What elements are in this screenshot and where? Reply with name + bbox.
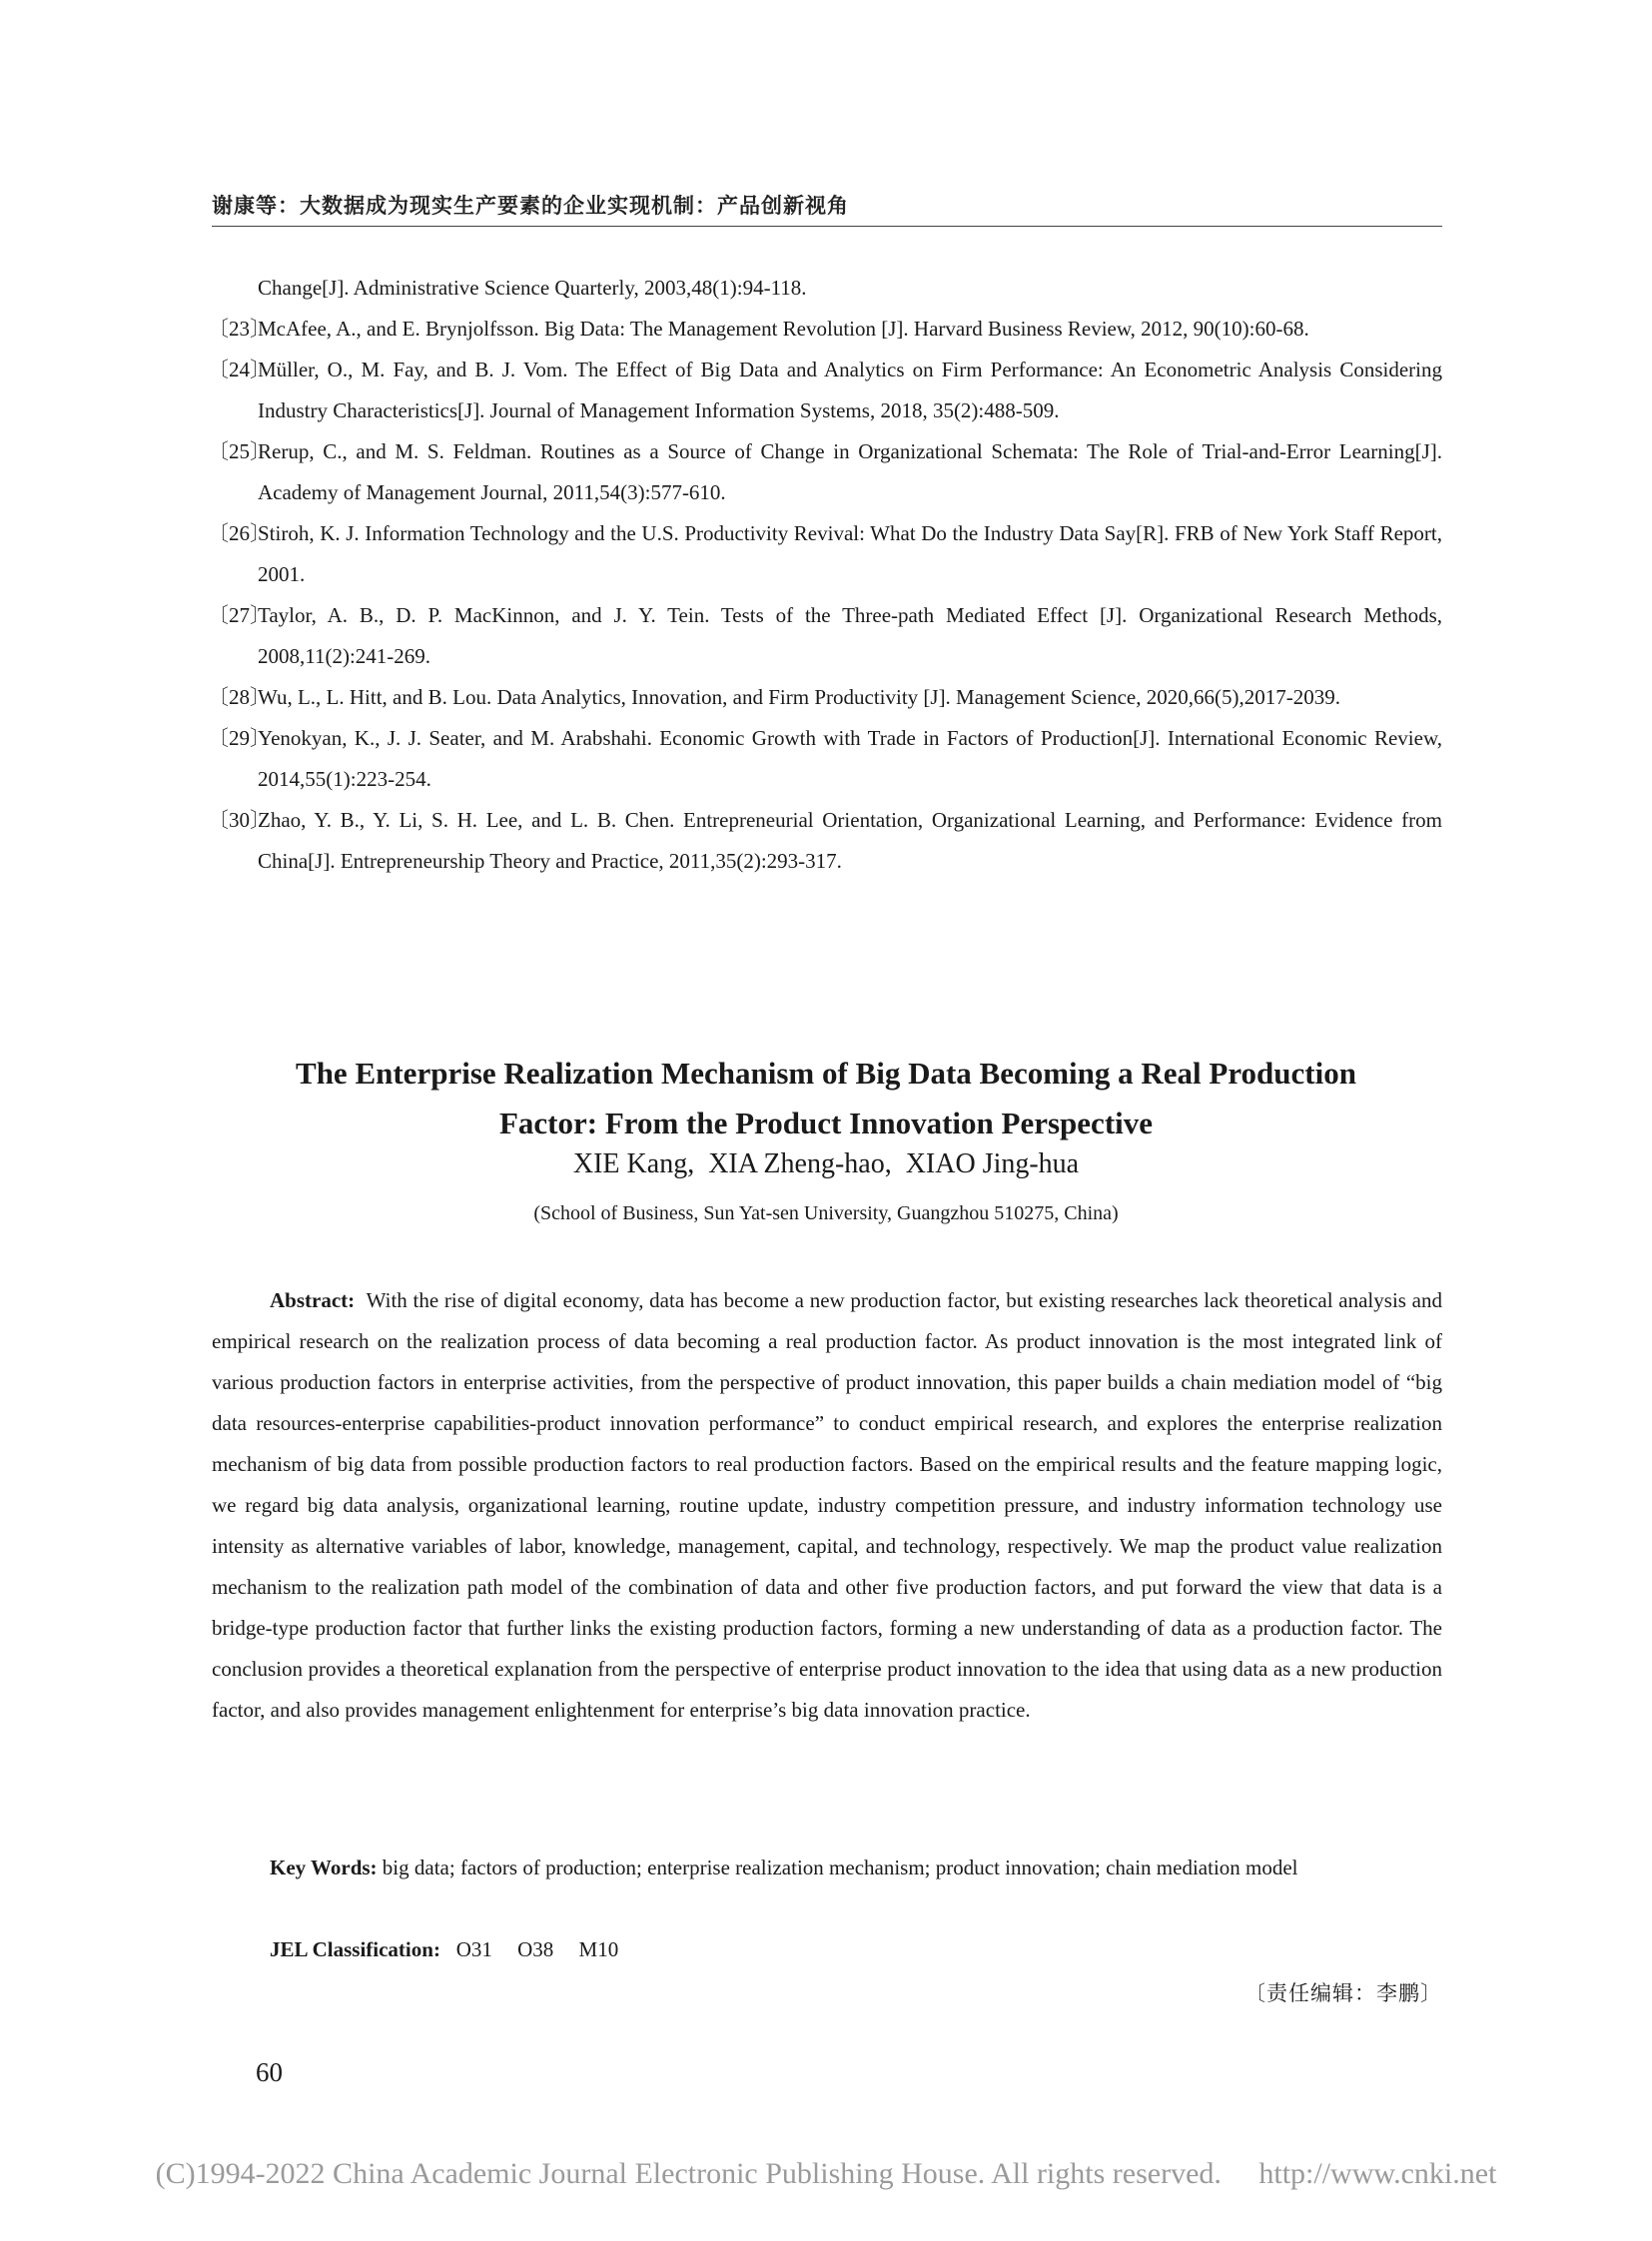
keywords-label: Key Words: <box>270 1856 378 1879</box>
reference-text: Yenokyan, K., J. J. Seater, and M. Arabshahi. Economic Growth with Trade in Factors of Production[J]. International Economic Review, 2014,55(1):223-254. <box>258 726 1442 791</box>
reference-text: Taylor, A. B., D. P. MacKinnon, and J. Y. Tein. Tests of the Three-path Mediated Effect [J]. Organizational Research Methods, 2008,11(2):241-269. <box>258 603 1442 668</box>
jel-label: JEL Classification: <box>270 1937 440 1961</box>
reference-text: Wu, L., L. Hitt, and B. Lou. Data Analytics, Innovation, and Firm Productivity [J]. Management Science, 2020,66(5),2017-2039. <box>258 685 1340 709</box>
keywords-text: big data; factors of production; enterprise realization mechanism; product innovation; chain mediation model <box>382 1856 1298 1879</box>
affiliation: (School of Business, Sun Yat-sen University, Guangzhou 510275, China) <box>533 1202 1119 1224</box>
header-rule <box>212 226 1442 227</box>
reference-item <box>208 595 1442 677</box>
reference-number: 〔30〕 <box>208 808 271 832</box>
responsible-editor: 〔责任编辑：李鹏〕 <box>1244 1981 1442 2005</box>
jel-code: O38 <box>517 1937 554 1961</box>
reference-number: 〔27〕 <box>208 603 271 627</box>
reference-list <box>208 268 1442 882</box>
reference-item <box>208 431 1442 513</box>
reference-item <box>212 268 1442 309</box>
reference-number: 〔29〕 <box>208 726 271 750</box>
reference-item <box>208 677 1442 718</box>
reference-item <box>208 718 1442 800</box>
reference-text: McAfee, A., and E. Brynjolfsson. Big Data: The Management Revolution [J]. Harvard Business Review, 2012, 90(10):60-68. <box>258 317 1309 341</box>
reference-text: Zhao, Y. B., Y. Li, S. H. Lee, and L. B. Chen. Entrepreneurial Orientation, Organizational Learning, and Performance: Evidence from China[J]. Entrepreneurship Theory and Practice, 2011,35(2):293-317. <box>258 808 1442 873</box>
page-number: 60 <box>256 2057 283 2087</box>
keywords <box>212 1848 1442 1888</box>
reference-item <box>208 309 1442 350</box>
reference-number: 〔28〕 <box>208 685 271 709</box>
reference-item <box>208 800 1442 882</box>
reference-text: Change[J]. Administrative Science Quarterly, 2003,48(1):94-118. <box>258 276 807 300</box>
jel-code: M10 <box>578 1937 619 1961</box>
authors: XIE Kang, XIA Zheng-hao, XIAO Jing-hua <box>572 1148 1080 1179</box>
paper-title <box>180 1049 1472 1148</box>
reference-item <box>208 350 1442 431</box>
reference-number: 〔26〕 <box>208 521 271 545</box>
jel-code: O31 <box>455 1937 492 1961</box>
reference-text: Müller, O., M. Fay, and B. J. Vom. The Effect of Big Data and Analytics on Firm Performance: An Econometric Analysis Considering Industry Characteristics[J]. Journal of Management Information Systems, 2018, 35(2):488-509. <box>258 358 1442 422</box>
reference-item <box>208 513 1442 595</box>
abstract-label: Abstract: <box>270 1288 356 1312</box>
reference-number: 〔23〕 <box>208 317 271 341</box>
jel-codes <box>456 1937 639 1961</box>
reference-number: 〔25〕 <box>208 439 271 463</box>
reference-text: Rerup, C., and M. S. Feldman. Routines as a Source of Change in Organizational Schemata: The Role of Trial-and-Error Learning[J]. Academy of Management Journal, 2011,54(3):577-610. <box>258 439 1442 504</box>
title-line-2: Factor: From the Product Innovation Perspective <box>498 1106 1154 1140</box>
running-head: 谢康等：大数据成为现实生产要素的企业实现机制：产品创新视角 <box>212 194 849 218</box>
reference-number: 〔24〕 <box>208 358 271 381</box>
reference-text: Stiroh, K. J. Information Technology and the U.S. Productivity Revival: What Do the Industry Data Say[R]. FRB of New York Staff Report, 2001. <box>258 521 1442 586</box>
copyright-watermark: (C)1994-2022 China Academic Journal Electronic Publishing House. All rights reserved. http://www.cnki.net <box>155 2157 1497 2190</box>
abstract-text: With the rise of digital economy, data has become a new production factor, but existing researches lack theoretical analysis and empirical research on the realization process of data becoming a real production factor. As product innovation is the most integrated link of various production factors in enterprise activities, from the perspective of product innovation, this paper builds a chain mediation model of “big data resources-enterprise capabilities-product innovation performance” to conduct empirical research, and explores the enterprise realization mechanism of big data from possible production factors to real production factors. Based on the empirical results and the feature mapping logic, we regard big data analysis, organizational learning, routine update, industry competition pressure, and industry information technology use intensity as alternative variables of labor, knowledge, management, capital, and technology, respectively. We map the product value realization mechanism to the realization path model of the combination of data and other five production factors, and put forward the view that data is a bridge-type production factor that further links the existing production factors, forming a new understanding of data as a production factor. The conclusion provides a theoretical explanation from the perspective of enterprise product innovation to the idea that using data as a new production factor, and also provides management enlightenment for enterprise’s big data innovation practice. <box>212 1288 1443 1722</box>
title-line-1: The Enterprise Realization Mechanism of Big Data Becoming a Real Production <box>296 1056 1356 1091</box>
jel-classification <box>270 1929 638 1970</box>
abstract <box>212 1280 1442 1731</box>
